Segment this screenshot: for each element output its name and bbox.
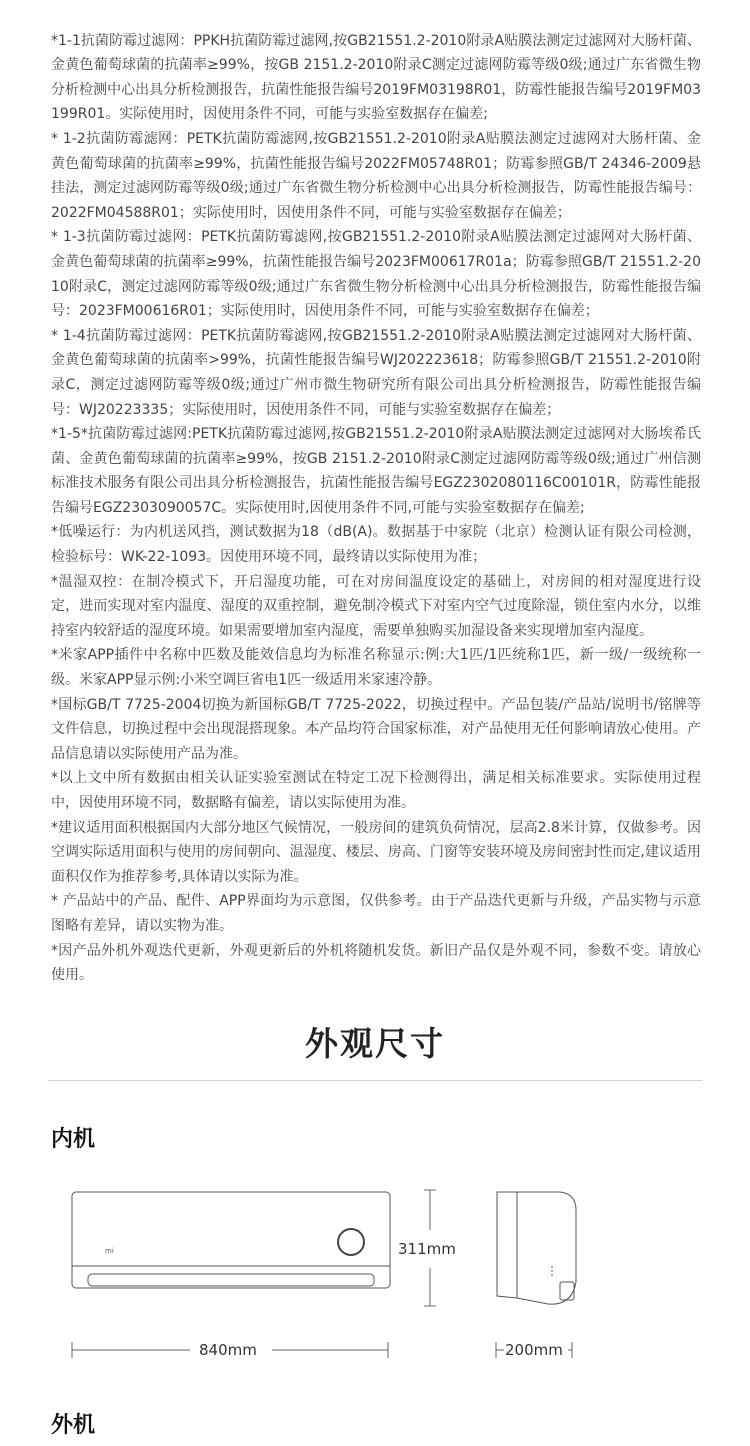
footnote-item: *1-5*抗菌防霉过滤网:PETK抗菌防霉过滤网,按GB21551.2-2010附录A贴膜法测定过滤网对大肠埃希氏菌、金黄色葡萄球菌的抗菌率≥99%，按GB 2151.2-2010附录C测定过滤网防霉等级0级;通过广州信测标准技术服务有限公司出具分析检测报告，抗菌性能报告编号EGZ2302080116C00101R，防霉性能报告编号EGZ2303090057C。实际使用时,因使用条件不同,可能与实验室数据存在偏差;: [51, 426, 701, 516]
footnote-item: * 产品站中的产品、配件、APP界面均为示意图，仅供参考。由于产品迭代更新与升级，产品实物与示意图略有差异，请以实物为准。: [51, 893, 701, 934]
brand-logo: mi: [105, 1247, 114, 1255]
footnote-item: *建议适用面积根据国内大部分地区气候情况，一般房间的建筑负荷情况，层高2.8米计算，仅做参考。因空调实际适用面积与使用的房间朝向、温湿度、楼层、房高、门窗等安装环境及房间密封性而定,建议适用面积仅作为推荐参考,具体请以实际为准。: [51, 819, 701, 885]
indoor-unit-side-view: [497, 1192, 576, 1304]
footnote-item: *温湿双控：在制冷模式下，开启湿度功能，可在对房间温度设定的基础上，对房间的相对湿度进行设定，进而实现对室内温度、湿度的双重控制，避免制冷模式下对室内空气过度除湿，锁住室内水分，以维持室内较舒适的湿度环境。如果需要增加室内湿度，需要单独购买加湿设备来实现增加室内湿度。: [51, 573, 701, 639]
height-dimension-label: 311mm: [398, 1240, 456, 1258]
indoor-unit-heading: 内机: [51, 1127, 96, 1152]
footnote-item: * 1-4抗菌防霉过滤网：PETK抗菌防霉滤网,按GB21551.2-2010附录A贴膜法测定过滤网对大肠杆菌、金黄色葡萄球菌的抗菌率>99%，抗菌性能报告编号WJ202223618；防霉参照GB/T 21551.2-2010附录C，测定过滤网防霉等级0级;通过广州市微生物研究所有限公司出具分析检测报告，防霉性能报告编号：WJ20223335；实际使用时，因使用条件不同，可能与实验室数据存在偏差；: [51, 327, 701, 418]
side-louver: [560, 1282, 574, 1300]
footnote-item: * 1-2抗菌防霉滤网：PETK抗菌防霉滤网,按GB21551.2-2010附录A贴膜法测定过滤网对大肠杆菌、金黄色葡萄球菌的抗菌率≥99%，抗菌性能报告编号2022FM05748R01；防霉参照GB/T 24346-2009悬挂法，测定过滤网防霉等级0级;通过广东省微生物分析检测中心出具分析检测报告，防霉性能报告编号：2022FM04588R01；实际使用时，因使用条件不同，可能与实验室数据存在偏差；: [51, 130, 701, 221]
footnote-item: *低噪运行：为内机送风挡，测试数据为18（dB(A)。数据基于中家院（北京）检测认证有限公司检测，检验标号：WK-22-1093。因使用环境不同，最终请以实际使用为准；: [51, 524, 701, 566]
indoor-unit-dimension-diagram: [0, 1170, 750, 1370]
indoor-unit-front-view: [72, 1192, 390, 1288]
footnote-item: *1-1抗菌防霉过滤网：PPKH抗菌防霉过滤网,按GB21551.2-2010附录A贴膜法测定过滤网对大肠杆菌、金黄色葡萄球菌的抗菌率≥99%，按GB 2151.2-2010附录C测定过滤网防霉等级0级;通过广东省微生物分析检测中心出具分析检测报告，抗菌性能报告编号2019FM03198R01，防霉性能报告编号2019FM03199R01。实际使用时，因使用条件不同，可能与实验室数据存在偏差;: [51, 32, 701, 123]
footnote-item: * 1-3抗菌防霉过滤网：PETK抗菌防霉滤网,按GB21551.2-2010附录A贴膜法测定过滤网对大肠杆菌、金黄色葡萄球菌的抗菌率≥99%，抗菌性能报告编号2023FM00617R01a；防霉参照GB/T 21551.2-2010附录C，测定过滤网防霉等级0级;通过广东省微生物分析检测中心出具分析检测报告，防霉性能报告编号：2023FM00616R01；实际使用时，因使用条件不同，可能与实验室数据存在偏差；: [51, 229, 701, 320]
outdoor-unit-heading: 外机: [51, 1413, 96, 1438]
air-outlet-louver: [88, 1274, 374, 1286]
footnote-item: *米家APP插件中名称中匹数及能效信息均为标准名称显示:例:大1匹/1匹统称1匹，新一级/一级统称一级。米家APP显示例:小米空调巨省电1匹一级适用米家速冷静。: [51, 647, 701, 689]
section-title: 外观尺寸: [305, 1024, 445, 1063]
divider: [48, 1080, 702, 1081]
display-dial: [338, 1229, 364, 1255]
footnote-item: [51, 4, 701, 29]
footnote-item: *因产品外机外观迭代更新，外观更新后的外机将随机发货。新旧产品仅是外观不同，参数不变。请放心使用。: [51, 942, 701, 984]
footnote-item: *国标GB/T 7725-2004切换为新国标GB/T 7725-2022，切换过程中。产品包装/产品站/说明书/铭牌等文件信息，切换过程中会出现混搭现象。本产品均符合国家标准，对产品使用无任何影响请放心使用。产品信息请以实际使用产品为准。: [51, 696, 701, 762]
side-profile-outline: [497, 1192, 576, 1304]
width-dimension-label: 840mm: [199, 1341, 257, 1359]
footnotes: [51, 4, 701, 988]
depth-dimension-label: 200mm: [505, 1341, 563, 1359]
footnote-item: *以上文中所有数据由相关认证实验室测试在特定工况下检测得出，满足相关标准要求。实际使用过程中，因使用环境不同，数据略有偏差，请以实际使用为准。: [51, 770, 701, 811]
